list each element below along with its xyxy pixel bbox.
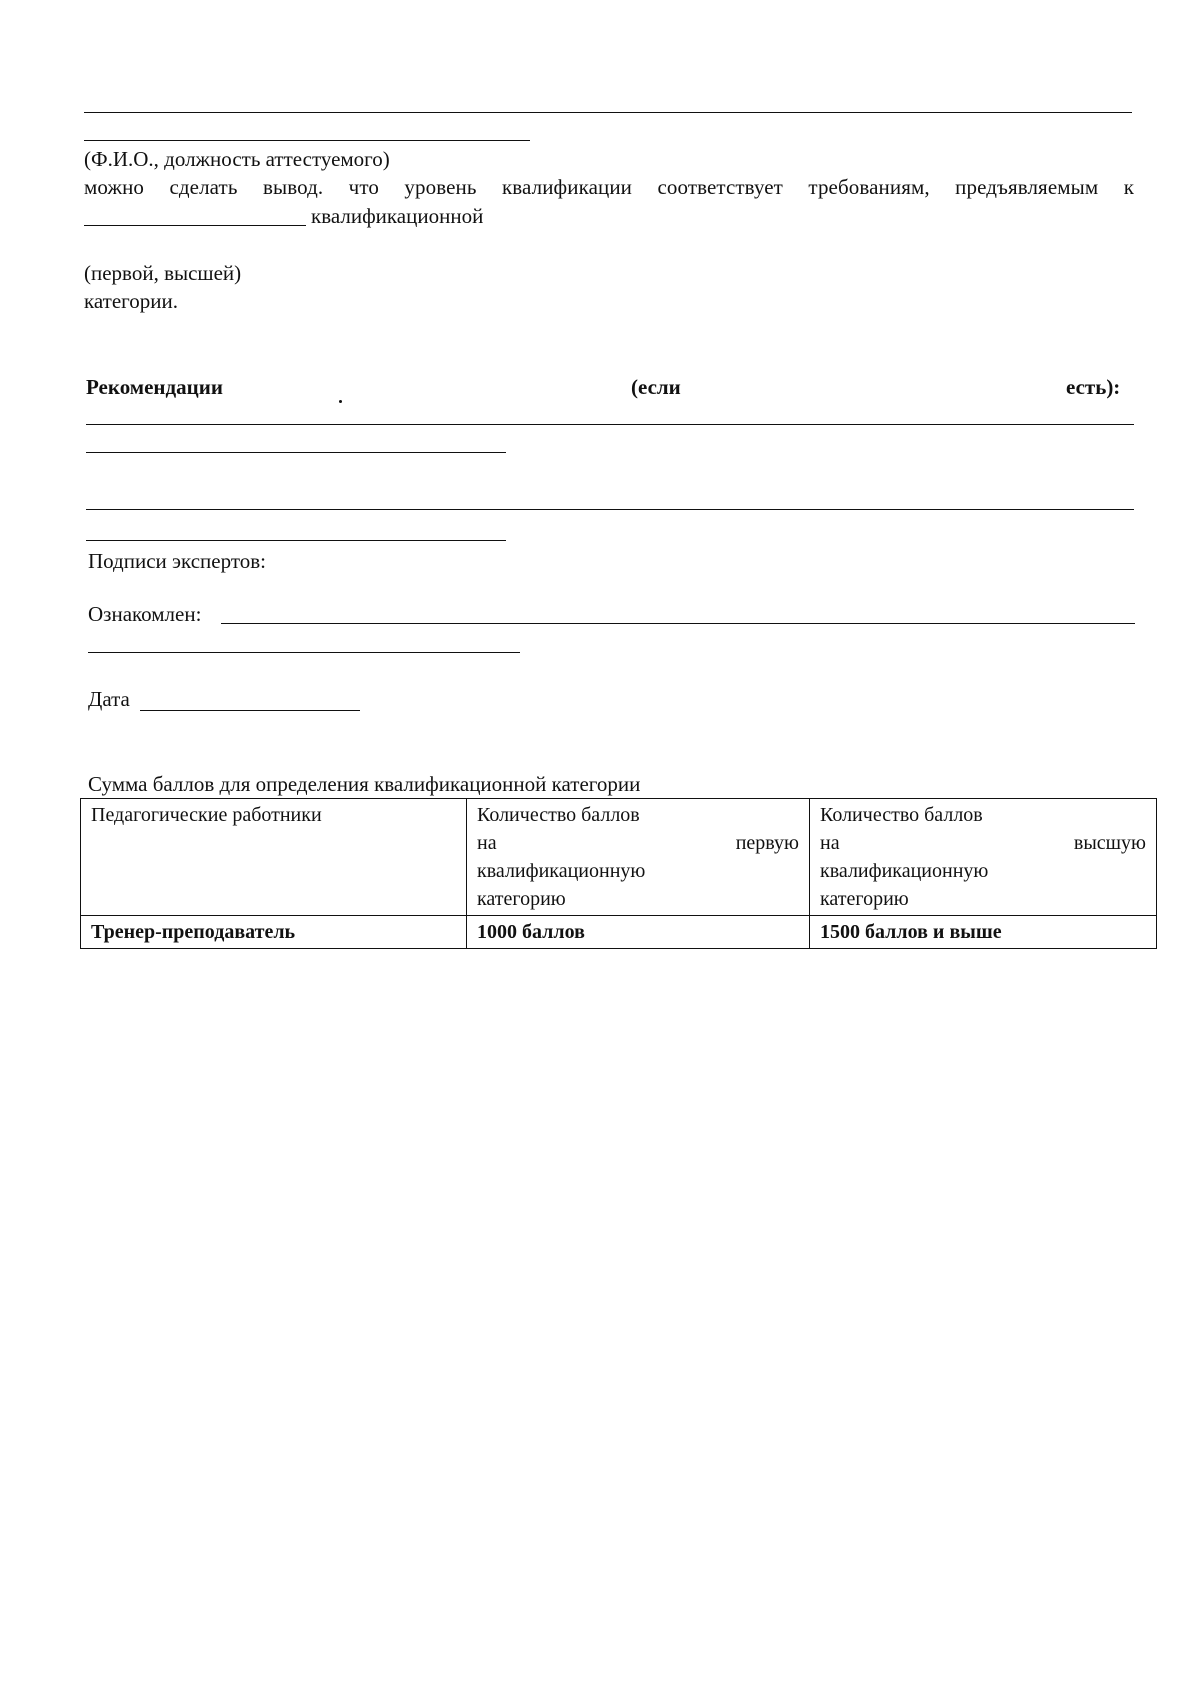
category-blank-line xyxy=(84,225,306,226)
stray-dot xyxy=(339,400,342,403)
header-first-line4: категорию xyxy=(477,888,566,910)
header-highest-line2 xyxy=(820,829,1146,857)
top-rule xyxy=(84,112,1132,113)
row-role: Тренер-преподаватель xyxy=(81,916,467,949)
recommendations-line-3 xyxy=(86,509,1134,510)
date-line xyxy=(140,710,360,711)
experts-signatures-label: Подписи экспертов: xyxy=(88,549,266,573)
header-highest-na: на xyxy=(820,832,840,854)
header-workers-label: Педагогические работники xyxy=(91,804,322,826)
conclusion-text: можно сделать вывод. что уровень квалификации соответствует требованиям, предъявляемым к xyxy=(84,175,1134,199)
header-cell-first xyxy=(467,799,810,916)
header-cell-workers xyxy=(81,799,467,916)
recommendations-label: Рекомендации xyxy=(86,375,223,399)
header-highest-line3: квалификационную xyxy=(820,860,989,882)
fio-caption: (Ф.И.О., должность аттестуемого) xyxy=(84,147,390,171)
header-first-line2 xyxy=(477,829,799,857)
table-caption: Сумма баллов для определения квалификационной категории xyxy=(88,772,641,796)
acquainted-line xyxy=(221,623,1135,624)
header-highest-line4: категорию xyxy=(820,888,909,910)
header-first-line3: квалификационную xyxy=(477,860,646,882)
recommendations-exist: есть): xyxy=(1066,375,1121,399)
category-caption: (первой, высшей) xyxy=(84,261,242,285)
category-word: категории. xyxy=(84,289,178,313)
recommendations-if: (если xyxy=(631,375,681,399)
qualification-word: квалификационной xyxy=(311,204,484,228)
header-first-line1: Количество баллов xyxy=(477,804,640,826)
acquainted-label: Ознакомлен: xyxy=(88,602,202,626)
recommendations-line-2 xyxy=(86,452,506,453)
scores-table xyxy=(80,798,1157,949)
header-first-na: на xyxy=(477,832,497,854)
header-highest-vysshuyu: высшую xyxy=(1073,832,1146,854)
recommendations-line-1 xyxy=(86,424,1134,425)
acquainted-line-2 xyxy=(88,652,520,653)
header-highest-line1: Количество баллов xyxy=(820,804,983,826)
date-label: Дата xyxy=(88,687,130,711)
table-row xyxy=(81,916,1157,949)
recommendations-line-4 xyxy=(86,540,506,541)
row-first-score: 1000 баллов xyxy=(467,916,810,949)
header-first-pervuyu: первую xyxy=(735,832,799,854)
fio-blank-line xyxy=(84,140,530,141)
row-highest-score: 1500 баллов и выше xyxy=(810,916,1157,949)
header-cell-highest xyxy=(810,799,1157,916)
table-header-row xyxy=(81,799,1157,916)
